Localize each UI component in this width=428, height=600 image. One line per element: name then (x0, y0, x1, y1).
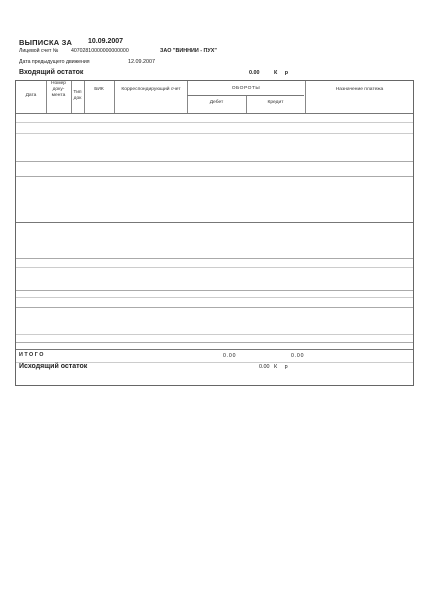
prev-movement-date: 12.09.2007 (128, 59, 155, 65)
col-header-date: Дата (25, 93, 37, 98)
account-label: Лицевой счет № (19, 48, 59, 54)
row-rule (16, 307, 413, 308)
statement-table (15, 80, 414, 386)
outgoing-balance-value: 0.00 (259, 364, 270, 370)
credit-total: 0.00 (291, 353, 305, 359)
col-header-debit: Дебет (209, 100, 224, 105)
turnover-divider (187, 95, 304, 96)
debit-total: 0.00 (223, 353, 237, 359)
col-header-turnover: ОБОРОТЫ (231, 86, 261, 91)
col-header-doc-number: Номер доку- мента (50, 81, 67, 98)
incoming-balance-label: Входящий остаток (19, 69, 84, 76)
col-header-credit: Кредит (267, 100, 284, 105)
incoming-balance-value: 0.00 (249, 70, 260, 76)
statement-title: ВЫПИСКА ЗА (19, 38, 73, 47)
outgoing-balance-label: Исходящий остаток (19, 363, 88, 370)
header-bottom-rule (16, 113, 413, 114)
total-label: ИТОГО (19, 352, 45, 358)
row-rule (16, 342, 413, 343)
row-rule (16, 297, 413, 298)
col-header-purpose: Назначение платежа (335, 87, 384, 92)
row-rule (16, 290, 413, 291)
row-rule (16, 176, 413, 177)
row-rule (16, 334, 413, 335)
col-header-bik: БИК (94, 87, 104, 92)
account-number: 40702810000000000000 (71, 48, 129, 54)
col-header-corr-account: Корреспондирующий счет (121, 87, 181, 92)
row-rule (16, 258, 413, 259)
col-divider (114, 81, 115, 113)
col-divider (84, 81, 85, 113)
row-rule (16, 161, 413, 162)
row-rule (16, 222, 413, 223)
col-header-doc-type: Тип док (73, 90, 82, 101)
outgoing-balance-currency: К р (274, 364, 291, 370)
col-divider (305, 81, 306, 113)
row-rule (16, 267, 413, 268)
prev-movement-label: Дата предыдущего движения (19, 59, 90, 65)
totals-top-rule (16, 349, 413, 350)
row-rule (16, 122, 413, 123)
company-name: ЗАО "ВИННИИ - ПУХ" (160, 48, 217, 54)
incoming-balance-currency: К р (274, 70, 292, 76)
statement-date: 10.09.2007 (88, 38, 124, 45)
row-rule (16, 133, 413, 134)
